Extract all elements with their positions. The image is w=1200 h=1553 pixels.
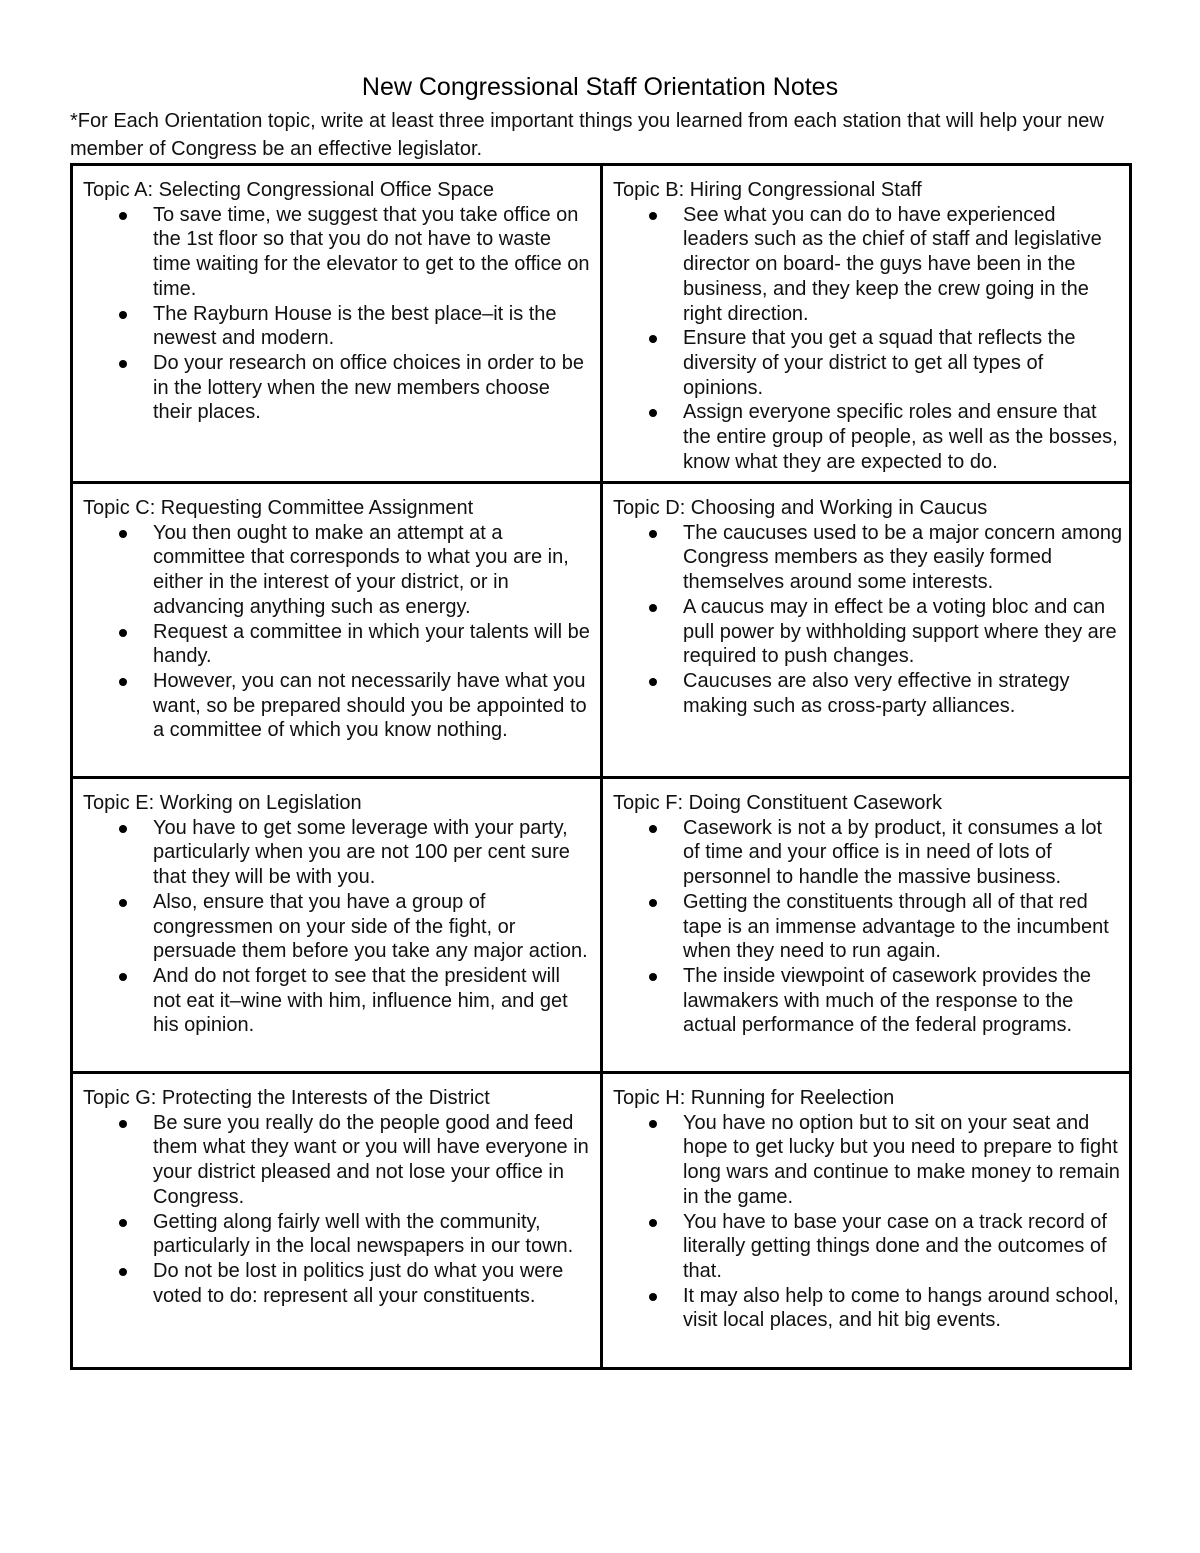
list-item: Caucuses are also very effective in strategy making such as cross-party alliances. [683,669,1124,718]
list-item: Assign everyone specific roles and ensure that the entire group of people, as well as the bosses, know what they are expected to do. [683,400,1124,474]
topic-cell-g [73,1074,603,1367]
list-item: You have to get some leverage with your party, particularly when you are not 100 per cent sure that they will be with you. [153,816,592,890]
list-item: You have no option but to sit on your seat and hope to get lucky but you need to prepare to fight long wars and continue to make money to remain in the game. [683,1111,1124,1210]
topic-g-title: Topic G: Protecting the Interests of the District [83,1087,490,1109]
topic-d-title: Topic D: Choosing and Working in Caucus [613,497,988,519]
topic-a-points [83,203,592,425]
topic-e-title: Topic E: Working on Legislation [83,792,362,814]
topic-h-points [613,1111,1124,1333]
topic-cell-b [603,166,1132,484]
topics-table [70,163,1132,1370]
list-item: Ensure that you get a squad that reflects the diversity of your district to get all types of opinions. [683,326,1124,400]
topic-f-title: Topic F: Doing Constituent Casework [613,792,943,814]
topic-e-points [83,816,592,1038]
list-item: Getting along fairly well with the community, particularly in the local newspapers in our town. [153,1210,592,1259]
list-item: You then ought to make an attempt at a committee that corresponds to what you are in, either in the interest of your district, or in advancing anything such as energy. [153,521,592,620]
list-item: Do not be lost in politics just do what you were voted to do: represent all your constituents. [153,1259,592,1308]
list-item: However, you can not necessarily have what you want, so be prepared should you be appointed to a committee of which you know nothing. [153,669,592,743]
list-item: Be sure you really do the people good and feed them what they want or you will have everyone in your district pleased and not lose your office in Congress. [153,1111,592,1210]
list-item: It may also help to come to hangs around school, visit local places, and hit big events. [683,1284,1124,1333]
list-item: A caucus may in effect be a voting bloc and can pull power by withholding support where they are required to push changes. [683,595,1124,669]
list-item: The Rayburn House is the best place–it is the newest and modern. [153,302,592,351]
topic-b-title: Topic B: Hiring Congressional Staff [613,179,922,201]
topic-c-points [83,521,592,743]
list-item: Getting the constituents through all of that red tape is an immense advantage to the incumbent when they need to run again. [683,890,1124,964]
list-item: Request a committee in which your talents will be handy. [153,620,592,669]
list-item: And do not forget to see that the president will not eat it–wine with him, influence him, and get his opinion. [153,964,592,1038]
list-item: The caucuses used to be a major concern among Congress members as they easily formed themselves around some interests. [683,521,1123,594]
topic-cell-f [603,779,1132,1074]
page-title: New Congressional Staff Orientation Notes [361,73,839,101]
list-item: You have to base your case on a track record of literally getting things done and the outcomes of that. [683,1210,1124,1284]
topic-d-points [613,521,1124,719]
topic-cell-e [73,779,603,1074]
list-item: Also, ensure that you have a group of congressmen on your side of the fight, or persuade them before you take any major action. [153,890,592,964]
topic-a-title: Topic A: Selecting Congressional Office Space [83,179,494,201]
topic-cell-c [73,484,603,779]
topic-g-points [83,1111,592,1309]
list-item: The inside viewpoint of casework provides the lawmakers with much of the response to the actual performance of the federal programs. [683,964,1124,1038]
list-item: Do your research on office choices in order to be in the lottery when the new members choose their places. [153,351,592,425]
topic-c-title: Topic C: Requesting Committee Assignment [83,497,474,519]
topic-h-title: Topic H: Running for Reelection [613,1087,895,1109]
list-item: See what you can do to have experienced leaders such as the chief of staff and legislative director on board- the guys have been in the business, and they keep the crew going in the right direction. [683,203,1124,327]
list-item: Casework is not a by product, it consumes a lot of time and your office is in need of lots of personnel to handle the massive business. [683,816,1124,890]
instructions-text: *For Each Orientation topic, write at least three important things you learned from each station that will help your new member of Congress be an effective legislator. [70,110,1104,160]
topic-cell-h [603,1074,1132,1367]
topic-b-points [613,203,1124,475]
topic-cell-d [603,484,1132,779]
topic-f-points [613,816,1124,1038]
topic-cell-a [73,166,603,484]
list-item: To save time, we suggest that you take office on the 1st floor so that you do not have to waste time waiting for the elevator to get to the office on time. [153,203,592,302]
